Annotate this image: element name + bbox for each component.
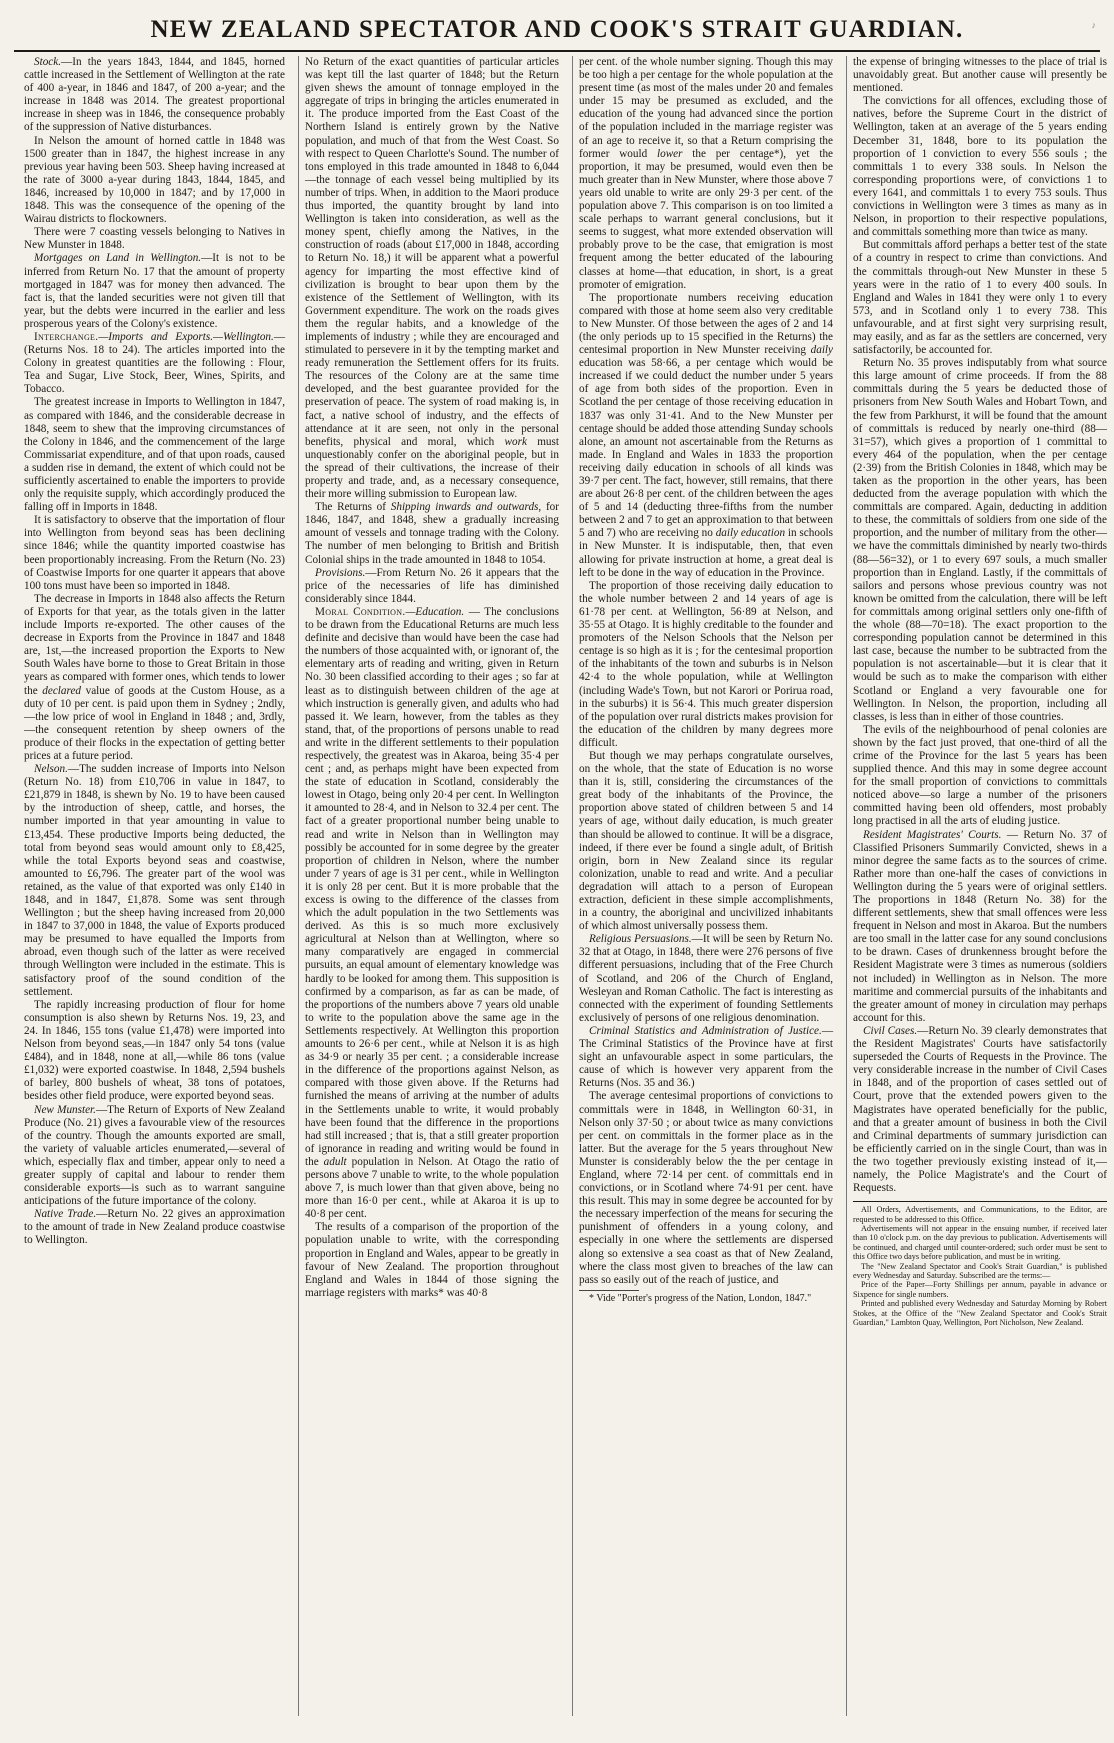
masthead-rule bbox=[14, 50, 1100, 52]
notice-printer: Printed and published every Wednesday and Saturday Morning by Robert Stokes, at the Office of the "New Zealand Spectator and Cook's Strait Guardian," Lambton Quay, Wellington, Port Nicholson, New Zealand. bbox=[853, 1299, 1107, 1328]
paragraph-interchange: Interchange.—Imports and Exports.—Wellington.—(Returns Nos. 18 to 24). The articles imported into the Colony in greatest quantities are the following : Flour, Tea and Sugar, Live Stock, Beer, Wines, Spirits, and Tobacco. bbox=[24, 330, 285, 396]
paragraph-mortgages: Mortgages on Land in Wellington.—It is not to be inferred from Return No. 17 that the amount of property mortgaged in 1847 was for money then advanced. The fact is, that the landed securities were not given till that year, but the debts were incurred in the earlier and less prosperous years of the Colony's existence. bbox=[24, 252, 285, 330]
paragraph-exports-decrease: The decrease in Imports in 1848 also affects the Return of Exports for that year, as the totals given in the latter include Imports re-exported. The other causes of the decrease in Exports from the Province in 1847 and 1848 are, 1st,—the increased proportion the Exports to New South Wales have borne to those to Great Britain in those years as compared with former ones, which tends to lower the declared value of goods at the Custom House, as a duty of 10 per cent. is paid upon them in Sydney ; 2ndly,—the low price of wool in England in 1848 ; and, 3rdly,—the consequent retention by sheep owners of the produce of their flocks in the expectation of getting better prices at a future period. bbox=[24, 592, 285, 762]
paragraph-flour-imports: It is satisfactory to observe that the importation of flour into Wellington from beyond seas has been declining since 1846; while the quantity imported coastwise has been proportionably increasing. From the Return (No. 23) of Coastwise Imports for one quarter it appears that above 100 tons must have been so imported in 1848. bbox=[24, 514, 285, 592]
paragraph-flour-production: The rapidly increasing production of flour for home consumption is also shewn by Returns Nos. 19, 23, and 24. In 1846, 155 tons (value £1,478) were imported into Nelson from beyond seas,—in 1847 only 54 tons (value £484), and in 1848, none at all,—while 86 tons (value £1,032) were exported coastwise. In 1848, 2,594 bushels of barley, 800 bushels of wheat, 38 tons of potatoes, besides other field produce, were exported beyond seas. bbox=[24, 998, 285, 1103]
paragraph-penal-colonies: The evils of the neighbourhood of penal colonies are shown by the fact just proved, that one-third of all the crime of the Province for the last 5 years has been supplied thence. And this may in some degree account for the small proportion of convictions to committals noticed above—so large a number of the prisoners committed having been old offenders, most probably long practised in all the arts of eluding justice. bbox=[853, 723, 1107, 828]
paragraph-convictions: The average centesimal proportions of convictions to committals were in 1848, in Wellington 60·31, in Nelson only 37·50 ; or about twice as many convictions per cent. on committals in the former place as in the latter. But the average for the 5 years throughout New Munster is considerably below the the per centage in England, where 72·14 per cent. of committals end in convictions, or in Scotland where 74·91 per cent. have this result. This may in some degree be accounted for by the necessary imperfection of the means for securing the punishment of offenders in a young colony, and especially in one where the settlements are dispersed along so extensive a sea coast as that of New Zealand, where the class most given to breaches of the law can pass so easily out of the reach of justice, and bbox=[579, 1090, 833, 1286]
paragraph-england-comparison: The results of a comparison of the proportion of the population unable to write, with the corresponding proportion in England and Wales, appear to be greatly in favour of New Zealand. The proportion throughout England and Wales in 1844 of those signing the marriage registers with marks* was 40·8 bbox=[305, 1221, 559, 1299]
paragraph-resident-magistrates: Resident Magistrates' Courts. — Return No. 37 of Classified Prisoners Summarily Convicted, shews in a minor degree the same facts as to the sources of crime. Rather more than one-half the cases of convictions in Wellington during the 5 years were of original settlers. The proportions in 1848 (Return No. 38) for the different settlements, shew that small offences were less frequent in Nelson and most in Akaroa. But the numbers are too small in the latter case for any sound conclusions to be drawn. Cases of drunkenness brought before the Resident Magistrate were 3 times as numerous (soldiers not included) in Wellington as in Nelson. The more maritime and commercial pursuits of the inhabitants and the greater amount of money in circulation may perhaps account for this. bbox=[853, 828, 1107, 1024]
paragraph-provisions: Provisions.—From Return No. 26 it appears that the price of the necessaries of life has diminished considerably since 1844. bbox=[305, 566, 559, 605]
paragraph-civil-cases: Civil Cases.—Return No. 39 clearly demonstrates that the Resident Magistrates' Courts have satisfactorily superseded the Courts of Requests in the Province. The very considerable increase in the number of Civil Cases in 1848, and of the proportion of cases settled out of Court, prove that the extended powers given to the Magistrates have operated beneficially for the public, and that a greater amount of business in both the Civil and Criminal departments of summary jurisdiction can be efficiently carried on in the single Court, than was in the two together previously existing instead of it,—namely, the Police Magistrate's and the Court of Requests. bbox=[853, 1024, 1108, 1195]
paragraph-religious: Religious Persuasions.—It will be seen by Return No. 32 that at Otago, in 1848, there were 276 persons of five different persuasions, including that of the Free Church of Scotland, and 206 of the Church of England, Wesleyan and Roman Catholic. The fact is interesting as connected with the experiment of founding Settlements exclusively of persons of one religious denomination. bbox=[579, 933, 833, 1024]
masthead-title: NEW ZEALAND SPECTATOR AND COOK'S STRAIT GUARDIAN. bbox=[150, 16, 964, 43]
paragraph-new-munster: New Munster.—The Return of Exports of New Zealand Produce (No. 21) gives a favourable view of the resources of the country. Though the amounts exported are small, the variety of valuable articles enumerated,—several of which, especially flax and timber, appear only to need a greater supply of capital and labour to render them considerable exports—is such as to warrant sanguine anticipations of the future importance of the colony. bbox=[24, 1103, 285, 1208]
column-3 bbox=[572, 56, 838, 1716]
article-columns bbox=[14, 56, 1108, 1716]
paragraph-return-35: Return No. 35 proves indisputably from what source this large amount of crime proceeds. If from the 88 committals during the 5 years be deducted those of prisoners from New South Wales and Hobart Town, and the few from Parkhurst, it will be found that the amount of committals is reduced by nearly one-third (88—31=57), which gives a proportion of 1 committal to every 464 of the population, when the per centage (2·39) from the British Colonies in 1848, which may be taken as the proportion in the other years, has been deducted from the average population with which the committals are compared. Again, deducting in addition to these, the committals of soldiers from one side of the proportion, and the number of military from the other—we have the committals diminished by nearly two-thirds (88—56=32), or 1 to every 697 souls, a much smaller proportion than in England. Lastly, if the committals of sailors and persons whose previous country was not known be omitted from the calculation, there will be left for committals among original settlers only one-fifth of the whole (88—70=18). The exact proportion to the corresponding population cannot be determined in this last case, because the number to be subtracted from the population is not ascertainable—but it is clear that it would be such as to make the comparison with either Scotland or England a very favourable one for Wellington. In Nelson, the proportion, including all classes, is less than in either of those countries. bbox=[853, 357, 1107, 723]
paragraph-nelson-imports: Nelson.—The sudden increase of Imports into Nelson (Return No. 18) from £10,706 in value in 1847, to £21,879 in 1848, is shewn by No. 19 to have been caused by the introduction of sheep, cattle, and horses, the number imported in that year amounting in value to £13,454. These productive Imports being deducted, the total from beyond seas would amount only to £8,425, while the total Exports beyond seas and coastwise, amounted to £6,796. The greater part of the wool was retained, as the value of that exported was only £140 in 1848, and in 1847, £1,878. Some was sent through Wellington ; but the sheep having increased from 20,000 in 1847 to 37,000 in 1848, the value of Exports produced may be presumed to have equalled the Imports from abroad, even though such of the latter as were received through Wellington were included in the estimate. This is satisfactory proof of the sound condition of the settlement. bbox=[24, 763, 285, 998]
paragraph-committals: But committals afford perhaps a better test of the state of a country in respect to crime than convictions. And the committals through-out New Munster in these 5 years were in the ratio of 1 to every 400 souls. In England and Wales in 1841 they were only 1 to every 573, and in Scotland only 1 to every 738. This unfavourable, and at first sight very surprising result, may easily, and as far as the settlers are concerned, very satisfactorily, be accounted for. bbox=[853, 239, 1107, 357]
paragraph-native-trade: Native Trade.—Return No. 22 gives an approximation to the amount of trade in New Zealand produce coastwise to Wellington. bbox=[24, 1208, 285, 1247]
column-4 bbox=[846, 56, 1112, 1716]
footnote-rule bbox=[579, 1290, 639, 1291]
column-2 bbox=[298, 56, 564, 1716]
paragraph-nelson-schools: The proportion of those receiving daily education to the whole number between 2 and 14 years of age is 61·78 per cent. at Wellington, 56·89 at Nelson, and 35·55 at Otago. It is highly creditable to the founder and promoters of the Nelson Schools that the Nelson per centage is so high as it is ; for the centesimal proportion of the inhabitants of the town and suburbs is in Nelson 42·4 to the whole population, while at Wellington (including Wade's Town, but not Karori or Porirua road, in the suburbs) it is 56·4. This much greater dispersion of the population over rural districts makes provision for the education of the children by many degrees more difficult. bbox=[579, 579, 833, 749]
paragraph-education-proportions: The proportionate numbers receiving education compared with those at home seem also very creditable to New Munster. Of those between the ages of 2 and 14 (the only periods up to 15 specified in the Returns) the centesimal proportion in New Munster receiving daily education was 58·66, a per centage which would be increased if we could deduct the number under 5 years of age from both sides of the proportion. Even in Scotland the per centage of those receiving education in 1837 was only 31·41. And to the New Munster per centage should be added those attending Sunday schools alone, an amount not ascertainable from the Returns as made. In England and Wales in 1833 the proportion receiving daily education in schools of all kinds was 39·7 per cent. The fact, however, still remains, that there are about 26·8 per cent. of the children between the ages of 5 and 14 (deducting three-fifths from the number between 2 and 7 to get an approximation to that between 5 and 7) who are receiving no daily education in schools in New Munster. It is indisputable, then, that even allowing for private instruction at home, a great deal is left to be done in the way of education in the Province. bbox=[579, 291, 833, 579]
paragraph-emigration: per cent. of the whole number signing. Though this may be too high a per centage for the whole population at the present time (as most of the males under 20 and females under 15 may be presumed as excluded, and the education of the young had advanced since the portion of the population included in the marriage register was of an age to receive it, so that a Return comprising the former would lower the per centage*), yet the proportion, it may be presumed, would even then be much greater than in New Munster, where those above 7 years old unable to write are only 29·3 per cent. of the population above 7. This comparison is on too limited a scale perhaps to warrant general conclusions, but it seems to suggest, what more extended observation will probably prove to be the case, that emigration is most frequent among the better educated of the labouring classes at home—that education, in short, is a great promoter of emigration. bbox=[579, 56, 833, 291]
paragraph-stock: Stock.—In the years 1843, 1844, and 1845, horned cattle increased in the Settlement of Wellington at the rate of 400 a-year, in 1846 and 1847, of 200 a-year; and the increase in 1848 was 2014. The greatest proportional increase in sheep was in 1846, the consequence probably of the suppression of Native disturbances. bbox=[24, 56, 285, 134]
notice-price: Price of the Paper—Forty Shillings per annum, payable in advance or Sixpence for single numbers. bbox=[853, 1280, 1107, 1299]
paragraph-shipping: The Returns of Shipping inwards and outwards, for 1846, 1847, and 1848, shew a gradually increasing amount of vessels and tonnage trading with the Colony. The number of men belonging to British and British Colonial ships in the trade amounted in 1848 to 1054. bbox=[305, 501, 560, 566]
column-1 bbox=[24, 56, 290, 1716]
paragraph-nelson-cattle: In Nelson the amount of horned cattle in 1848 was 1500 greater than in 1847, the highest increase in any previous year having been 503. Sheep having increased at the rate of 3000 a-year during 1843, 1844, 1845, and 1846, increased by 10,000 in 1847; and by 17,000 in 1848. This was the consequence of the opening of the Wairau districts to flockowners. bbox=[24, 134, 285, 226]
paragraph-witnesses: the expense of bringing witnesses to the place of trial is unavoidably great. But another cause will presently be mentioned. bbox=[853, 56, 1107, 95]
notice-advertisements: Advertisements will not appear in the ensuing number, if received later than 10 o'clock p.m. on the day previous to publication. Advertisements will be continued, and charged until counter-ordered; such order must be sent to this Office two days before publication, and must be in writing. bbox=[853, 1223, 1107, 1262]
footnote: * Vide "Porter's progress of the Nation, London, 1847." bbox=[589, 1292, 812, 1304]
paragraph-criminal-statistics: Criminal Statistics and Administration of Justice.—The Criminal Statistics of the Province have at first sight an unfavourable aspect in some particulars, the cause of which is however very apparent from the Returns (Nos. 35 and 36.) bbox=[579, 1024, 833, 1090]
office-notice bbox=[853, 1201, 1107, 1327]
paragraph-education: Moral Condition.—Education. — The conclusions to be drawn from the Educational Returns are much less definite and decisive than would have been the case had the numbers of those acquainted with, or ignorant of, the elementary arts of reading and writing, given in Return No. 30 been classified according to their ages ; so far at least as to distinguish between children of the age at which instruction is generally given, and adults who had passed it. We learn, however, from the tables as they stand, that, of the proportions of persons unable to read and write in the different settlements to their population respectively, the greatest was in Akaroa, being 35·4 per cent ; and, as perhaps might have been expected from the state of education in Scotland, considerably the lowest in Otago, being only 20·4 per cent. In Wellington it amounted to 28·4, and in Nelson to 32.4 per cent. The fact of a greater proportional number being unable to read and write in Nelson than in Wellington may possibly be accounted for in some degree by the greater proportion of children in Nelson, where the number under 7 years of age is 31 per cent., while in Wellington it is only 28 per cent. But it is more probable that the excess is owing to the difference of the classes from which the adult population in the two Settlements was derived. As this is so much more exclusively agricultural at Nelson than at Wellington, where so many comparatively are engaged in commercial pursuits, an equal amount of elementary knowledge was hardly to be looked for among them. This supposition is confirmed by a comparison, as far as can be made, of the proportions of the numbers above 7 years old unable to write to the population above the same age in the Settlements respectively. At Wellington this proportion amounts to 26·6 per cent., while at Nelson it is as high as 34·9 or nearly 35 per cent. ; a considerable increase in the difference of the proportions against Nelson, as compared with those given above. If the Returns had furnished the means of arriving at the number of adults in the Settlements unable to write, it would probably have been found that the difference in the proportions had still increased ; that is, that a still greater proportion of ignorance in reading and writing would be found in the adult population in Nelson. At Otago the ratio of persons above 7 unable to write, to the whole population above 7, is much lower than that given above, being no more than 16·0 per cent., while at Akaroa it is up to 40·8 per cent. bbox=[305, 605, 560, 1221]
notice-publication: The "New Zealand Spectator and Cook's Strait Guardian," is published every Wednesday and Saturday. Subscribed are the terms:— bbox=[853, 1261, 1107, 1280]
paragraph-education-state: But though we may perhaps congratulate ourselves, on the whole, that the state of Education is no worse than it is, still, considering the circumstances of the great body of the inhabitants of the Province, the proportion above stated of children between 5 and 14 years of age, without daily education, is much greater than should be allowed to continue. It will be a disgrace, indeed, if there ever be found a single adult, of British origin, born in New Zealand since its regular colonization, unable to read and write. And a peculiar degradation will attach to a person of European extraction, deficient in these simple accomplishments, in a country, the aboriginal and uncivilized inhabitants of which almost universally possess them. bbox=[579, 749, 833, 933]
paragraph-conviction-ratios: The convictions for all offences, excluding those of natives, before the Supreme Court in the district of Wellington, taken at an average of the 5 years ending December 31, 1848, bore to its population the proportion of 1 conviction to every 556 souls ; the committals 1 to every 338 souls. In Nelson the corresponding proportions were, of convictions 1 to every 1641, and committals 1 to every 753 souls. Thus convictions in Wellington were 3 times as many as in Nelson, in proportion to their respective populations, and committals something more than twice as many. bbox=[853, 95, 1107, 239]
paragraph-coasting-vessels: There were 7 coasting vessels belonging to Natives in New Munster in 1848. bbox=[24, 226, 285, 252]
corner-mark: ♪ bbox=[1091, 20, 1096, 30]
paragraph-imports-increase: The greatest increase in Imports to Wellington in 1847, as compared with 1846, and the considerable decrease in 1848, seem to shew that the improving circumstances of the Colony in 1846, and the commencement of the large Commissariat expenditure, and of that upon roads, caused a sudden rise in demand, the extent of which could not be sufficiently ascertained to enable the importers to provide only the requisite supply, which accordingly produced the falling off in Imports in 1848. bbox=[24, 396, 285, 514]
notice-orders: All Orders, Advertisements, and Communications, to the Editor, are requested to be addressed to this Office. bbox=[853, 1205, 1107, 1224]
paragraph-native-produce: No Return of the exact quantities of particular articles was kept till the last quarter of 1848; but the Return given shews the amount of tonnage employed in the aggregate of trips in bringing the articles enumerated in it. The produce imported from the East Coast of the Northern Island is entirely grown by the Native population, and much of that from the West Coast. So with respect to Queen Charlotte's Sound. The number of tons employed in this trade amounted in 1848 to 6,044—the tonnage of each vessel being multiplied by its number of trips. When, in addition to the Maori produce thus imported, the quantity brought by land into Wellington is taken into consideration, as well as the money spent, chiefly among the Natives, in the construction of roads (about £17,000 in 1848, according to Return No. 18,) it will be apparent what a powerful agency for imparting the most effective kind of civilization is brought to bear upon them by the existence of the Settlement of Wellington, with its Government expenditure. The work on the roads gives them the regular habits, and a knowledge of the implements of industry ; while they are encouraged and stimulated to persevere in it by the tempting market and ready remuneration the Settlement offers for its fruits. The resources of the Colony are at the same time developed, and the best guarantee provided for the preservation of peace. The system of road making is, in fact, a native school of industry, and the effects of attendance at it are seen, not only in the personal benefits, physical and moral, which work must unquestionably confer on the aboriginal people, but in the spread of their cultivations, the increase of their property and trade, and, as a necessary consequence, their more willing submission to European law. bbox=[305, 56, 559, 501]
